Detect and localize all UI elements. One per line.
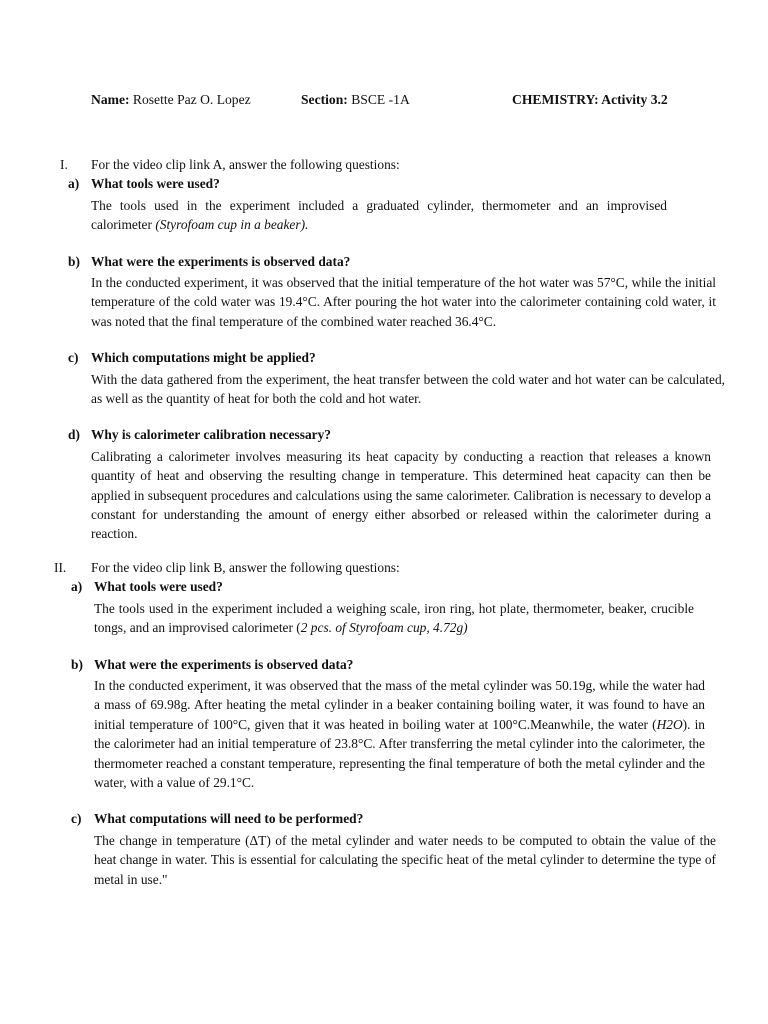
answer-text: The change in temperature (ΔT) of the metal cylinder and water needs to be computed to obtain the value of the heat change in water. This is essential for calculating the specific heat of the metal cylinder to determine the type of metal in use." [94, 832, 716, 887]
question-letter: c) [71, 811, 82, 827]
section-label: Section: [301, 92, 348, 107]
question-title: What computations will need to be performed? [94, 811, 364, 827]
question-2b [0, 657, 768, 793]
question-letter: c) [68, 350, 79, 366]
question-letter: a) [71, 579, 83, 595]
part-1-intro: For the video clip link A, answer the following questions: [91, 157, 400, 172]
question-1d [0, 427, 768, 543]
name-value: Rosette Paz O. Lopez [129, 92, 251, 107]
part-1 [0, 157, 768, 544]
question-1a [0, 176, 768, 234]
section-value: BSCE -1A [347, 92, 410, 107]
answer-text: In the conducted experiment, it was observed that the mass of the metal cylinder was 50.19g, while the water had a mass of 69.98g. After heating the metal cylinder in a beaker containing boiling water, it was found to have an initial temperature of 100°C, given that it was heated in boiling water at 100°C.Meanwhile, the water (H2O). in the calorimeter had an initial temperature of 23.8°C. After transferring the metal cylinder into the calorimeter, the thermometer reached a constant temperature, representing the final temperature of both the metal cylinder and the water, with a value of 29.1°C. [94, 677, 705, 791]
section-field [301, 92, 410, 108]
question-2a [0, 579, 768, 637]
student-name-field [91, 92, 251, 108]
part-1-heading [0, 157, 768, 176]
answer-text: With the data gathered from the experiment, the heat transfer between the cold water and hot water can be calculated, as well as the quantity of heat for both the cold and hot water. [91, 371, 725, 406]
question-title: What tools were used? [94, 579, 223, 595]
question-2c [0, 811, 768, 889]
question-title: What were the experiments is observed data? [94, 656, 354, 672]
name-label: Name: [91, 92, 130, 107]
answer-text: The tools used in the experiment included a weighing scale, iron ring, hot plate, thermometer, beaker, crucible tongs, and an improvised calorimeter (2 pcs. of Styrofoam cup, 4.72g) [94, 600, 694, 636]
part-2-numeral: II. [54, 560, 67, 575]
part-2-intro: For the video clip link B, answer the following questions: [91, 560, 400, 575]
answer-text: In the conducted experiment, it was observed that the initial temperature of the hot water was 57°C, while the initial temperature of the cold water was 19.4°C. After pouring the hot water into the calorimeter containing cold water, it was noted that the final temperature of the combined water reached 36.4°C. [91, 274, 716, 329]
question-title: Which computations might be applied? [91, 350, 316, 366]
question-letter: b) [68, 253, 80, 269]
question-1b [0, 254, 768, 332]
answer-text: The tools used in the experiment included a graduated cylinder, thermometer and an improvised calorimeter (Styrofoam cup in a beaker). [91, 197, 667, 233]
answer-text: Calibrating a calorimeter involves measuring its heat capacity by conducting a reaction that releases a known quantity of heat and observing the resulting change in temperature. This determined heat capacity can then be applied in subsequent procedures and calculations using the same calorimeter. Calibration is necessary to develop a constant for understanding the amount of energy either absorbed or released within the calorimeter during a reaction. [91, 448, 711, 542]
part-2-heading [0, 560, 768, 579]
question-title: What tools were used? [91, 176, 220, 192]
part-2 [0, 560, 768, 889]
course-title: CHEMISTRY: Activity 3.2 [512, 92, 668, 107]
question-1c [0, 350, 768, 408]
part-1-numeral: I. [60, 157, 68, 172]
question-title: What were the experiments is observed data? [91, 253, 351, 269]
question-letter: a) [68, 176, 80, 192]
question-letter: b) [71, 656, 83, 672]
document-header [0, 92, 768, 112]
question-title: Why is calorimeter calibration necessary? [91, 427, 331, 443]
question-letter: d) [68, 427, 80, 443]
